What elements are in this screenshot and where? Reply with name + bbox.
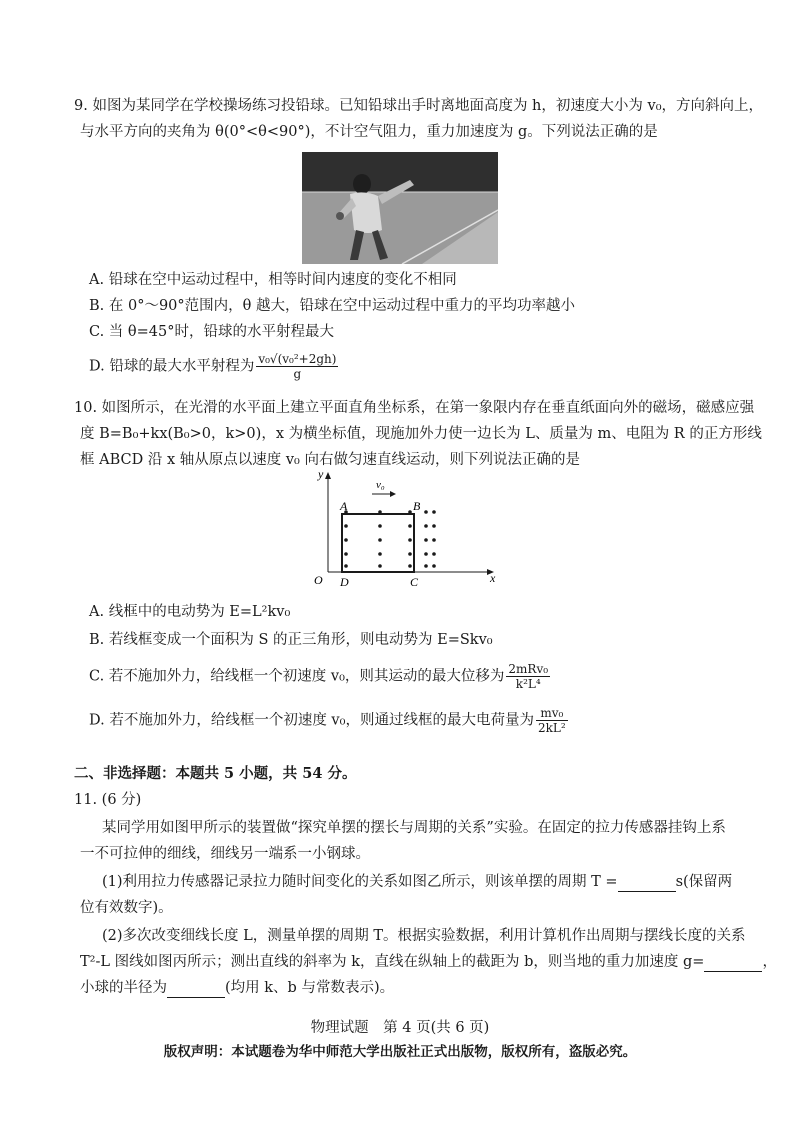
answer-blank-period[interactable]: [618, 877, 676, 892]
q10-option-c: [89, 662, 552, 691]
q10-option-d-text: D. 若不施加外力，给线框一个初速度 v₀，则通过线框的最大电荷量为: [89, 712, 534, 729]
q10-line-2: 度 B=B₀+kx(B₀>0，k>0)，x 为横坐标值，现施加外力使一边长为 L、质量为 m、电阻为 R 的正方形线: [80, 426, 762, 442]
fraction-denominator: k²L⁴: [515, 677, 541, 691]
q11-para1-line2: 一不可拉伸的细线，细线另一端系一小钢球。: [80, 846, 370, 862]
square-frame: [342, 514, 414, 572]
fraction-numerator: v₀√(v₀²+2gh): [258, 352, 337, 366]
q11-part2-line1: (2)多次改变细线长度 L，测量单摆的周期 T。根据实验数据，利用计算机作出周期与摆线长度的关系: [102, 928, 746, 944]
q11-part2-line3: [80, 978, 394, 998]
label-o: O: [314, 573, 323, 587]
q9-line-1: 9. 如图为某同学在学校操场练习投铅球。已知铅球出手时离地面高度为 h，初速度大小为 v₀，方向斜向上，: [74, 98, 764, 114]
q10-option-d: [89, 706, 570, 735]
q9-option-c: C. 当 θ=45°时，铅球的水平射程最大: [89, 324, 334, 340]
fraction-numerator: mv₀: [536, 706, 568, 721]
q11-part2-text-b: ，: [762, 954, 777, 970]
q9-option-a: A. 铅球在空中运动过程中，相等时间内速度的变化不相同: [89, 272, 457, 288]
q11-para1-line1: 某同学用如图甲所示的装置做“探究单摆的摆长与周期的关系”实验。在固定的拉力传感器挂钩上系: [102, 820, 726, 836]
q11-part1-line1: [102, 872, 732, 892]
q9-line-2: 与水平方向的夹角为 θ(0°<θ<90°)，不计空气阻力，重力加速度为 g。下列说法正确的是: [80, 124, 658, 140]
answer-blank-radius[interactable]: [167, 983, 225, 998]
q10-option-c-text: C. 若不施加外力，给线框一个初速度 v₀，则其运动的最大位移为: [89, 668, 505, 685]
label-x: x: [490, 571, 496, 585]
q10-option-d-fraction: [536, 706, 568, 735]
fraction-denominator: g: [293, 367, 302, 381]
label-d: D: [340, 575, 349, 588]
q11-part2-text-c: 小球的半径为: [80, 980, 167, 996]
magnetic-field-diagram: [310, 468, 500, 588]
q9-option-b: B. 在 0°～90°范围内，θ 越大，铅球在空中运动过程中重力的平均功率越小: [89, 298, 575, 314]
shot-put-photo: [302, 152, 498, 264]
label-b: B: [413, 499, 421, 513]
q10-option-b: B. 若线框变成一个面积为 S 的正三角形，则电动势为 E=Skv₀: [89, 632, 493, 648]
q10-option-a: A. 线框中的电动势为 E=L²kv₀: [89, 604, 291, 620]
magnetic-field-svg: [310, 468, 500, 588]
q11-part2-text-d: (均用 k、b 与常数表示)。: [225, 980, 395, 996]
page-footer: 物理试题 第 4 页(共 6 页): [310, 1020, 490, 1036]
q11-part1-text-b: s(保留两: [675, 874, 733, 890]
label-a: A: [340, 499, 348, 513]
label-c: C: [410, 575, 419, 588]
label-y: y: [318, 468, 324, 481]
q10-line-1: 10. 如图所示，在光滑的水平面上建立平面直角坐标系，在第一象限内存在垂直纸面向外的磁场，磁感应强: [74, 400, 755, 416]
q11-part1-line2: 位有效数字)。: [80, 900, 173, 916]
q10-option-c-fraction: [506, 662, 550, 691]
fraction-denominator: 2kL²: [537, 721, 566, 735]
q11-title: 11. (6 分): [74, 792, 142, 808]
q10-line-3: 框 ABCD 沿 x 轴从原点以速度 v₀ 向右做匀速直线运动，则下列说法正确的是: [80, 452, 580, 468]
q9-option-d: [89, 352, 340, 381]
label-v0: v₀: [376, 479, 385, 491]
field-dots: [344, 510, 436, 568]
shot-put-photo-art: [302, 152, 498, 264]
fraction-numerator: 2mRv₀: [508, 662, 549, 676]
answer-blank-gravity[interactable]: [704, 957, 762, 972]
q9-option-d-fraction: [256, 352, 338, 381]
q11-part1-text-a: (1)利用拉力传感器记录拉力随时间变化的关系如图乙所示，则该单摆的周期 T =: [102, 874, 618, 890]
section-2-heading: 二、非选择题：本题共 5 小题，共 54 分。: [74, 765, 357, 782]
q11-part2-text-a: T²-L 图线如图丙所示；测出直线的斜率为 k，直线在纵轴上的截距为 b，则当地的重力加速度 g=: [80, 954, 705, 970]
copyright-notice: 版权声明：本试题卷为华中师范大学出版社正式出版物，版权所有，盗版必究。: [163, 1044, 637, 1060]
q11-part2-line2: [80, 952, 777, 972]
q9-option-d-text: D. 铅球的最大水平射程为: [89, 358, 255, 375]
